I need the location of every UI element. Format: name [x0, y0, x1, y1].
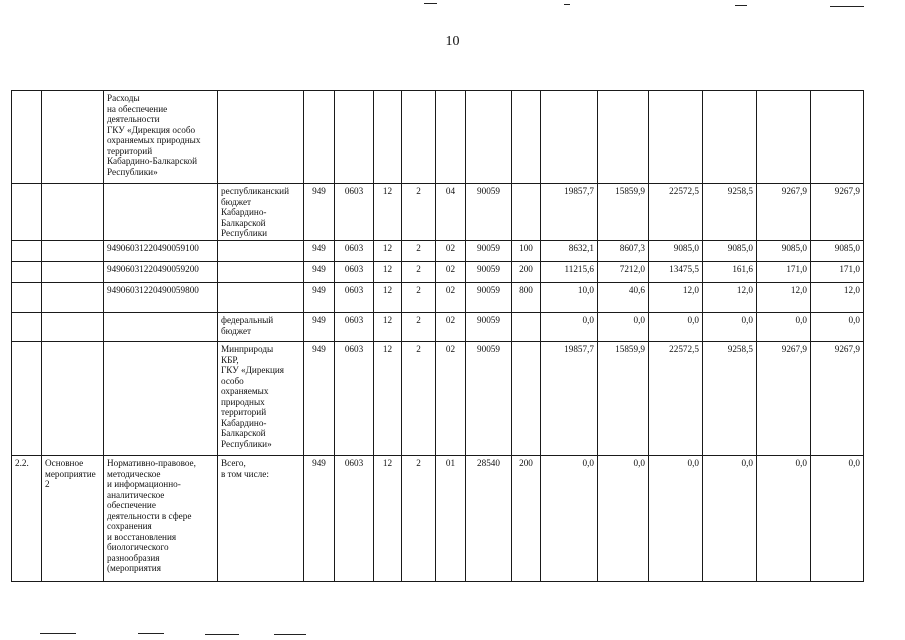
cell-value: 0,0 — [703, 456, 757, 582]
scan-mark — [205, 634, 239, 635]
scan-mark — [138, 633, 164, 634]
cell-vr — [512, 184, 541, 241]
cell-grbs: 949 — [304, 283, 335, 313]
scan-mark — [274, 634, 306, 635]
cell-index — [12, 342, 42, 456]
cell-index — [12, 241, 42, 262]
cell-value: 9085,0 — [811, 241, 864, 262]
cell-pgp: 2 — [402, 262, 436, 283]
cell-value: 9267,9 — [757, 184, 811, 241]
cell-vr — [512, 313, 541, 342]
cell-value: 0,0 — [598, 456, 649, 582]
cell-event-name — [42, 283, 104, 313]
cell-value: 0,0 — [541, 313, 598, 342]
cell-rzpr: 0603 — [335, 313, 374, 342]
cell-value: 22572,5 — [649, 342, 703, 456]
cell-funding-source: Всего, в том числе: — [218, 456, 304, 582]
cell-event-name — [42, 262, 104, 283]
cell-om: 02 — [436, 313, 466, 342]
cell-value: 0,0 — [757, 456, 811, 582]
scan-mark — [830, 6, 864, 7]
table-row — [12, 91, 864, 184]
cell-funding-source: федеральный бюджет — [218, 313, 304, 342]
cell-pgp: 2 — [402, 313, 436, 342]
cell-index — [12, 262, 42, 283]
cell-value: 9085,0 — [649, 241, 703, 262]
cell-rzpr: 0603 — [335, 342, 374, 456]
cell-direction-code: 90059 — [466, 342, 512, 456]
table-row — [12, 313, 864, 342]
cell-value: 10,0 — [541, 283, 598, 313]
cell-value: 9267,9 — [811, 184, 864, 241]
budget-table — [11, 90, 864, 582]
cell-vr: 100 — [512, 241, 541, 262]
cell-value: 0,0 — [811, 313, 864, 342]
cell-event-name — [42, 342, 104, 456]
cell-funding-source — [218, 262, 304, 283]
cell-value: 12,0 — [757, 283, 811, 313]
cell-value — [649, 91, 703, 184]
cell-value: 171,0 — [811, 262, 864, 283]
cell-value: 0,0 — [757, 313, 811, 342]
cell-funding-source — [218, 91, 304, 184]
cell-pgp: 2 — [402, 184, 436, 241]
cell-value: 9085,0 — [703, 241, 757, 262]
cell-value — [703, 91, 757, 184]
cell-gp: 12 — [374, 313, 402, 342]
table-row — [12, 283, 864, 313]
cell-description: Расходы на обеспечение деятельности ГКУ «Дирекция особо охраняемых природных территорий Кабардино-Балкарской Республики» — [104, 91, 218, 184]
table-row — [12, 184, 864, 241]
cell-value: 0,0 — [649, 313, 703, 342]
cell-value — [598, 91, 649, 184]
cell-value: 0,0 — [811, 456, 864, 582]
cell-value: 8632,1 — [541, 241, 598, 262]
cell-om: 04 — [436, 184, 466, 241]
cell-value: 7212,0 — [598, 262, 649, 283]
cell-event-name — [42, 241, 104, 262]
cell-pgp — [402, 91, 436, 184]
scan-mark — [40, 633, 76, 634]
cell-rzpr: 0603 — [335, 184, 374, 241]
cell-direction-code — [466, 91, 512, 184]
cell-direction-code: 28540 — [466, 456, 512, 582]
cell-om — [436, 91, 466, 184]
page-number: 10 — [445, 34, 460, 49]
cell-index — [12, 91, 42, 184]
cell-om: 02 — [436, 241, 466, 262]
cell-description — [104, 313, 218, 342]
cell-gp — [374, 91, 402, 184]
cell-value: 40,6 — [598, 283, 649, 313]
cell-vr: 200 — [512, 456, 541, 582]
cell-value: 171,0 — [757, 262, 811, 283]
cell-value: 0,0 — [703, 313, 757, 342]
cell-description: 94906031220490059200 — [104, 262, 218, 283]
cell-direction-code: 90059 — [466, 262, 512, 283]
cell-value: 19857,7 — [541, 342, 598, 456]
cell-value — [757, 91, 811, 184]
cell-index — [12, 184, 42, 241]
cell-grbs — [304, 91, 335, 184]
cell-grbs: 949 — [304, 262, 335, 283]
cell-pgp: 2 — [402, 283, 436, 313]
cell-index — [12, 283, 42, 313]
cell-value — [541, 91, 598, 184]
cell-value: 0,0 — [541, 456, 598, 582]
cell-rzpr — [335, 91, 374, 184]
cell-gp: 12 — [374, 184, 402, 241]
cell-value: 9085,0 — [757, 241, 811, 262]
cell-value: 0,0 — [598, 313, 649, 342]
cell-om: 01 — [436, 456, 466, 582]
cell-value: 13475,5 — [649, 262, 703, 283]
cell-value: 12,0 — [703, 283, 757, 313]
cell-vr — [512, 91, 541, 184]
cell-value: 9258,5 — [703, 342, 757, 456]
scan-mark — [564, 4, 570, 5]
cell-om: 02 — [436, 283, 466, 313]
cell-rzpr: 0603 — [335, 262, 374, 283]
cell-gp: 12 — [374, 283, 402, 313]
cell-vr — [512, 342, 541, 456]
scan-mark — [424, 3, 437, 4]
cell-value: 12,0 — [811, 283, 864, 313]
cell-gp: 12 — [374, 262, 402, 283]
cell-description — [104, 184, 218, 241]
cell-value: 22572,5 — [649, 184, 703, 241]
cell-funding-source — [218, 283, 304, 313]
cell-value: 11215,6 — [541, 262, 598, 283]
cell-gp: 12 — [374, 456, 402, 582]
cell-value: 161,6 — [703, 262, 757, 283]
cell-event-name: Основное мероприятие 2 — [42, 456, 104, 582]
cell-index — [12, 313, 42, 342]
cell-value: 19857,7 — [541, 184, 598, 241]
cell-value — [811, 91, 864, 184]
table-row — [12, 342, 864, 456]
cell-event-name — [42, 184, 104, 241]
cell-grbs: 949 — [304, 184, 335, 241]
cell-vr: 800 — [512, 283, 541, 313]
cell-value: 9267,9 — [757, 342, 811, 456]
cell-value: 9267,9 — [811, 342, 864, 456]
cell-grbs: 949 — [304, 456, 335, 582]
cell-om: 02 — [436, 262, 466, 283]
cell-pgp: 2 — [402, 456, 436, 582]
cell-event-name — [42, 91, 104, 184]
cell-value: 0,0 — [649, 456, 703, 582]
cell-rzpr: 0603 — [335, 241, 374, 262]
scan-mark — [735, 5, 747, 6]
cell-value: 15859,9 — [598, 184, 649, 241]
cell-index: 2.2. — [12, 456, 42, 582]
cell-grbs: 949 — [304, 313, 335, 342]
cell-gp: 12 — [374, 241, 402, 262]
cell-description: 94906031220490059100 — [104, 241, 218, 262]
cell-direction-code: 90059 — [466, 241, 512, 262]
cell-direction-code: 90059 — [466, 184, 512, 241]
cell-gp: 12 — [374, 342, 402, 456]
cell-description: 94906031220490059800 — [104, 283, 218, 313]
cell-vr: 200 — [512, 262, 541, 283]
cell-event-name — [42, 313, 104, 342]
cell-om: 02 — [436, 342, 466, 456]
cell-description: Нормативно-правовое, методическое и информационно- аналитическое обеспечение деятельности в сфере сохранения и восстановления биологического разнообразия (мероприятия — [104, 456, 218, 582]
cell-grbs: 949 — [304, 241, 335, 262]
table-row — [12, 262, 864, 283]
cell-rzpr: 0603 — [335, 456, 374, 582]
cell-direction-code: 90059 — [466, 313, 512, 342]
cell-value: 9258,5 — [703, 184, 757, 241]
cell-value: 12,0 — [649, 283, 703, 313]
cell-funding-source: Минприроды КБР, ГКУ «Дирекция особо охраняемых природных территорий Кабардино- Балкарской Республики» — [218, 342, 304, 456]
cell-direction-code: 90059 — [466, 283, 512, 313]
table-row — [12, 241, 864, 262]
cell-value: 15859,9 — [598, 342, 649, 456]
cell-rzpr: 0603 — [335, 283, 374, 313]
cell-grbs: 949 — [304, 342, 335, 456]
cell-description — [104, 342, 218, 456]
cell-pgp: 2 — [402, 241, 436, 262]
cell-funding-source: республиканский бюджет Кабардино- Балкарской Республики — [218, 184, 304, 241]
cell-pgp: 2 — [402, 342, 436, 456]
cell-value: 8607,3 — [598, 241, 649, 262]
table-row — [12, 456, 864, 582]
cell-funding-source — [218, 241, 304, 262]
